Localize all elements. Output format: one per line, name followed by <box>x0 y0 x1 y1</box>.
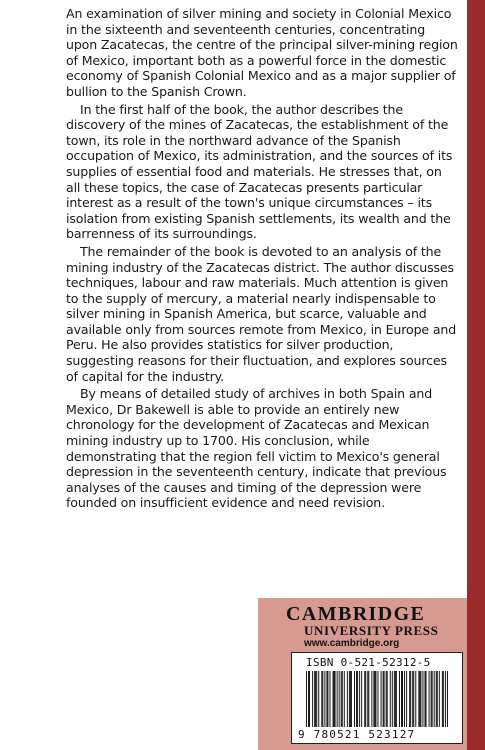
barcode-bar <box>429 671 430 727</box>
barcode-bar <box>413 671 414 727</box>
blurb-paragraph-2: In the first half of the book, the author describes the discovery of the mines of Zacatecas, the establishment of the town, its role in the northward advance of the Spanish occupation of Mexico, its administration, and the sources of its supplies of essential food and materials. He stresses that, on all these topics, the case of Zacatecas presents particular interest as a result of the town's unique circumstances – its isolation from existing Spanish settlements, its wealth and the barrenness of its surroundings. <box>66 101 453 242</box>
barcode-bar <box>401 671 402 727</box>
barcode-bar <box>395 671 396 727</box>
barcode-bar <box>326 671 327 727</box>
barcode-bar <box>406 671 407 727</box>
barcode-bar <box>431 671 432 727</box>
barcode-bar <box>322 671 323 727</box>
isbn-barcode-box <box>291 652 463 744</box>
publisher-subtitle: UNIVERSITY PRESS <box>304 623 439 638</box>
barcode-bar <box>327 671 328 727</box>
barcode-digits: 9 780521 523127 <box>298 728 416 741</box>
barcode-bar <box>386 671 387 727</box>
barcode-bar <box>334 671 335 727</box>
barcode-bar <box>315 671 316 727</box>
barcode-bar <box>374 671 375 727</box>
barcode-bar <box>383 671 384 727</box>
barcode-bar <box>318 671 319 727</box>
barcode-bar <box>437 671 438 727</box>
barcode-bar <box>312 671 313 727</box>
barcode-bar <box>434 671 435 727</box>
barcode-bar <box>378 671 379 727</box>
barcode-bar <box>356 671 357 727</box>
barcode-bar <box>371 671 372 727</box>
barcode-bar <box>351 671 352 727</box>
barcode-bar <box>426 671 427 727</box>
barcode-bar <box>321 671 322 727</box>
barcode-bar <box>341 671 342 727</box>
barcode-bar <box>349 671 350 727</box>
barcode-bar <box>367 671 368 727</box>
barcode-bar <box>415 671 416 727</box>
barcode-bar <box>394 671 395 727</box>
barcode-bar <box>330 671 331 727</box>
barcode-bar <box>335 671 336 727</box>
barcode-bar <box>409 671 410 727</box>
barcode-bar <box>368 671 369 727</box>
barcode-bar <box>420 671 421 727</box>
barcode-bar <box>381 671 382 727</box>
barcode-bar <box>404 671 405 727</box>
barcode-bar <box>410 671 411 727</box>
blurb-paragraph-3: The remainder of the book is devoted to an analysis of the mining industry of the Zacatecas district. The author discusses techniques, labour and raw materials. Much attention is given to the supply of mercury, a material nearly indispensable to silver mining in Spanish America, but scarce, valuable and available only from sources remote from Mexico, in Europe and Peru. He also provides statistics for silver production, suggesting reasons for their fluctuation, and explores sources of capital for the industry. <box>66 243 457 384</box>
barcode-bar <box>402 671 403 727</box>
barcode-bar <box>339 671 340 727</box>
barcode-bar <box>342 671 343 727</box>
barcode-bar <box>350 671 351 727</box>
barcode-bar <box>364 671 365 727</box>
publisher-name: CAMBRIDGE <box>286 603 426 625</box>
barcode-bar <box>443 671 444 727</box>
barcode-bar <box>412 671 413 727</box>
blurb-paragraph-4: By means of detailed study of archives in both Spain and Mexico, Dr Bakewell is able to provide an entirely new chronology for the development of Zacatecas and Mexican mining industry up to 1700. His conclusion, while demonstrating that the region fell victim to Mexico's general depression in the seventeenth century, indicate that previous analyses of the causes and timing of the depression were founded on insufficient evidence and need revision. <box>66 386 447 511</box>
barcode-bar <box>361 671 362 727</box>
barcode-bar <box>314 671 315 727</box>
barcode-bar <box>337 671 338 727</box>
back-cover-blurb <box>66 6 458 513</box>
barcode-bar <box>347 671 348 727</box>
barcode-bar <box>344 671 345 727</box>
barcode-bar <box>432 671 433 727</box>
barcode-bar <box>447 671 448 727</box>
barcode-bar <box>359 671 360 727</box>
barcode-bar <box>308 671 309 727</box>
barcode-bar <box>442 671 443 727</box>
barcode-bar <box>399 671 400 727</box>
barcode-bar <box>436 671 437 727</box>
barcode-bar <box>306 671 307 727</box>
barcode-bar <box>309 671 310 727</box>
barcode-bar <box>396 671 397 727</box>
barcode-graphic <box>306 671 448 727</box>
barcode-bar <box>425 671 426 727</box>
barcode-bar <box>390 671 391 727</box>
barcode-bar <box>387 671 388 727</box>
barcode-bar <box>373 671 374 727</box>
barcode-bar <box>333 671 334 727</box>
barcode-bar <box>365 671 366 727</box>
spine-color-strip <box>467 0 485 750</box>
barcode-bar <box>324 671 325 727</box>
barcode-bar <box>384 671 385 727</box>
barcode-bar <box>439 671 440 727</box>
barcode-bar <box>445 671 446 727</box>
blurb-paragraph-1: An examination of silver mining and society in Colonial Mexico in the sixteenth and seventeenth centuries, concentrating upon Zacatecas, the centre of the principal silver-mining region of Mexico, important both as a powerful force in the domestic economy of Spanish Colonial Mexico and as a major supplier of bullion to the Spanish Crown. <box>66 6 458 99</box>
barcode-bar <box>418 671 419 727</box>
barcode-bar <box>357 671 358 727</box>
barcode-bar <box>375 671 376 727</box>
barcode-bar <box>316 671 317 727</box>
isbn-label: ISBN 0-521-52312-5 <box>306 656 431 669</box>
barcode-bar <box>422 671 423 727</box>
barcode-bar <box>392 671 393 727</box>
barcode-bar <box>419 671 420 727</box>
barcode-bar <box>354 671 355 727</box>
publisher-url: www.cambridge.org <box>304 638 400 649</box>
